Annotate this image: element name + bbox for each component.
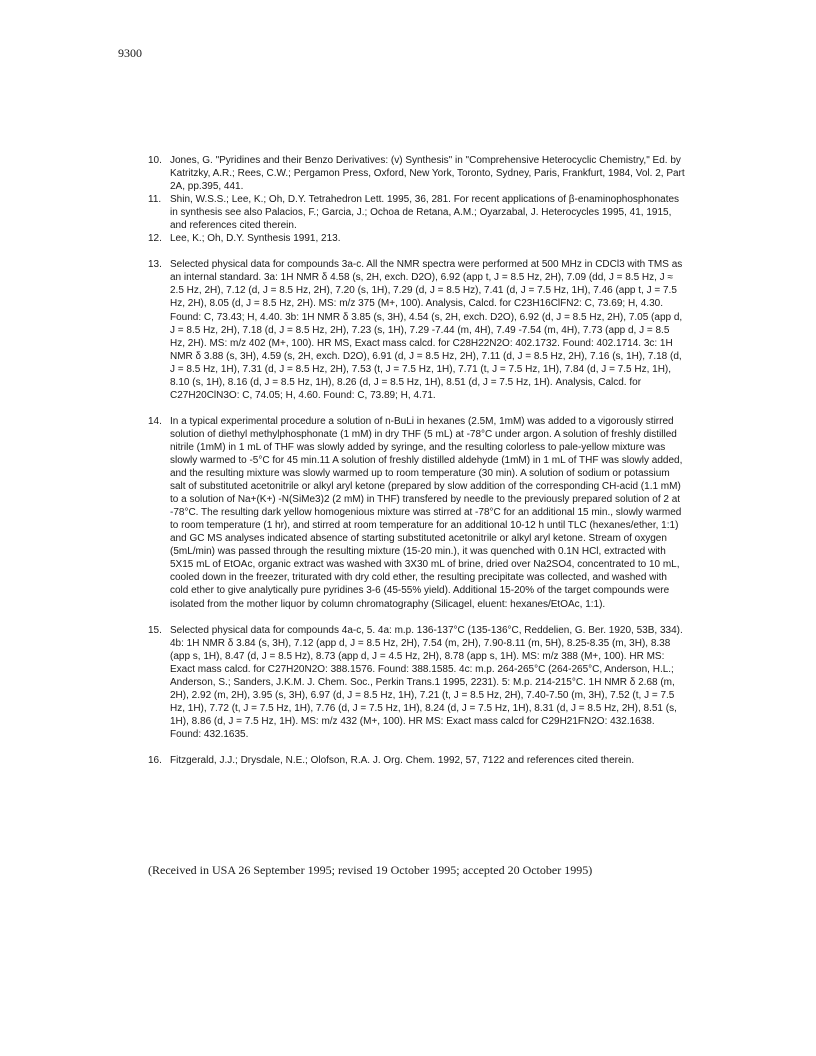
page-number: 9300 bbox=[118, 46, 142, 60]
reference-15 bbox=[148, 624, 686, 741]
reference-text: Selected physical data for compounds 3a-c. All the NMR spectra were performed at 500 MHz in CDCl3 with TMS as an internal standard. 3a: 1H NMR δ 4.58 (s, 2H, exch. D2O), 6.92 (app t, J = 8.5 Hz, 2H), 7.09 (dd, J = 8.5 Hz, J ≈ 2.5 Hz, 2H), 7.12 (d, J = 8.5 Hz, 2H), 7.20 (s, 1H), 7.29 (d, J = 8.5 Hz), 7.41 (d, J = 7.5 Hz, 1H), 7.46 (app t, J = 7.5 Hz, 2H), 8.05 (d, J = 8.5 Hz, 2H). MS: m/z 375 (M+, 100). Analysis, Calcd. for C23H16ClFN2: C, 73.69; H, 4.30. Found: C, 73.43; H, 4.40. 3b: 1H NMR δ 3.85 (s, 3H), 4.54 (s, 2H, exch. D2O), 6.92 (d, J = 8.5 Hz, 2H), 7.05 (app d, J = 8.5 Hz, 2H), 7.18 (d, J = 8.5 Hz, 2H), 7.23 (s, 1H), 7.29 -7.44 (m, 4H), 7.49 -7.54 (m, 4H), 7.73 (app d, J = 8.5 Hz, 2H). MS: m/z 402 (M+, 100). HR MS, Exact mass calcd. for C28H22N2O: 402.1732. Found: 402.1714. 3c: 1H NMR δ 3.88 (s, 3H), 4.59 (s, 2H, exch. D2O), 6.91 (d, J = 8.5 Hz, 2H), 7.11 (d, J = 8.5 Hz, 2H), 7.16 (s, 1H), 7.18 (d, J = 8.5 Hz, 1H), 7.31 (d, J = 8.5 Hz, 2H), 7.53 (t, J = 7.5 Hz, 1H), 7.71 (t, J = 7.5 Hz, 1H), 7.84 (d, J = 7.5 Hz, 1H), 8.10 (s, 1H), 8.16 (d, J = 8.5 Hz, 1H), 8.26 (d, J = 8.5 Hz, 1H), 8.51 (d, J = 7.5 Hz, 1H). Analysis, Calcd. for C27H20ClN3O: C, 74.05; H, 4.60. Found: C, 73.89; H, 4.71. bbox=[170, 259, 683, 401]
reference-text: Fitzgerald, J.J.; Drysdale, N.E.; Olofson, R.A. J. Org. Chem. 1992, 57, 7122 and references cited therein. bbox=[170, 754, 635, 766]
reference-text: Selected physical data for compounds 4a-c, 5. 4a: m.p. 136-137°C (135-136°C, Reddelien, G. Ber. 1920, 53B, 334). 4b: 1H NMR δ 3.84 (s, 3H), 7.12 (app d, J = 8.5 Hz, 2H), 7.54 (m, 2H), 7.90-8.11 (m, 5H), 8.25-8.35 (m, 3H), 8.38 (app s, 1H), 8.47 (d, J = 8.5 Hz), 8.73 (app d, J = 4.5 Hz, 2H), 8.78 (app s, 1H). MS: m/z 388 (M+, 100). HR MS: Exact mass calcd. for C27H20N2O: 388.1576. Found: 388.1585. 4c: m.p. 264-265°C (264-265°C, Anderson, H.L.; Anderson, S.; Sanders, J.K.M. J. Chem. Soc., Perkin Trans.1 1995, 2231). 5: M.p. 214-215°C. 1H NMR δ 2.68 (m, 2H), 2.92 (m, 2H), 3.95 (s, 3H), 6.97 (d, J = 8.5 Hz, 1H), 7.21 (t, J = 8.5 Hz, 2H), 7.40-7.50 (m, 3H), 7.52 (t, J = 7.5 Hz, 1H), 7.72 (t, J = 7.5 Hz, 1H), 7.76 (d, J = 7.5 Hz, 1H), 8.24 (d, J = 7.5 Hz, 1H), 8.31 (d, J = 8.5 Hz, 2H), 8.51 (s, 1H), 8.86 (d, J = 7.5 Hz, 1H). MS: m/z 432 (M+, 100). HR MS: Exact mass calcd for C29H21FN2O: 432.1638. Found: 432.1635. bbox=[170, 624, 683, 740]
reference-14 bbox=[148, 415, 686, 611]
reference-number: 13. bbox=[148, 259, 162, 271]
reference-number: 16. bbox=[148, 754, 162, 766]
reference-number: 12. bbox=[148, 233, 162, 245]
reference-number: 11. bbox=[148, 194, 162, 206]
reference-text: Jones, G. "Pyridines and their Benzo Derivatives: (v) Synthesis" in "Comprehensive Heterocyclic Chemistry," Ed. by Katritzky, A.R.; Rees, C.W.; Pergamon Press, Oxford, New York, Toronto, Sydney, Paris, Frankfurt, 1984, Vol. 2, Part 2A, pp.395, 441. bbox=[170, 155, 685, 193]
reference-number: 15. bbox=[148, 624, 162, 636]
reference-text: Lee, K.; Oh, D.Y. Synthesis 1991, 213. bbox=[170, 233, 341, 245]
reference-13 bbox=[148, 258, 686, 402]
reference-10 bbox=[148, 154, 686, 193]
reference-number: 10. bbox=[148, 155, 162, 166]
reference-text: In a typical experimental procedure a solution of n-BuLi in hexanes (2.5M, 1mM) was added to a vigorously stirred solution of diethyl methylphosphonate (1 mM) in dry THF (5 mL) at -78°C under argon. A solution of freshly distilled nitrile (1mM) in 1 mL of THF was slowly added by syringe, and the resulting colorless to pale-yellow mixture was slowly warmed to -5°C for 45 min.11 A solution of freshly distilled aldehyde (1mM) in 1 mL of THF was slowly added, and the resulting mixture was slowly warmed up to room temperature (30 min). A solution of sodium or potassium salt of substituted acetonitrile or alkyl aryl ketone (prepared by slow addition of the corresponding CH-acid (1.1 mM) to a solution of Na+(K+) -N(SiMe3)2 (2 mM) in THF) transfered by needle to the previously prepared solution of 2 at -78°C. The resulting dark yellow homogenious mixture was stirred at -78°C for an additional 15 min., slowly warmed to room temperature (1 hr), and stirred at room temperature for an additional 10-12 h until TLC (hexanes/ether, 1:1) and GC MS analyses indicated absence of starting substituted acetonitrile or alkyl aryl ketone. Stream of oxygen (5mL/min) was passed through the resulting mixture (15-20 min.), it was quenched with 0.1N HCl, extracted with 5X15 mL of EtOAc, organic extract was washed with 3X30 mL of brine, dried over Na2SO4, concentrated to 10 mL, cooled down in the freezer, triturated with dry cold ether, the resulting precipitate was collected, and washed with cold ether to give analytically pure pyridines 3-6 (45-55% yield). Additional 15-20% of the target compounds were isolated from the mother liquor by column chromatography (Silicagel, eluent: hexanes/EtOAc, 1:1). bbox=[170, 415, 683, 610]
reference-12 bbox=[148, 232, 686, 245]
reference-11 bbox=[148, 193, 686, 232]
reference-text: Shin, W.S.S.; Lee, K.; Oh, D.Y. Tetrahedron Lett. 1995, 36, 281. For recent applications of β-enaminophosphonates in synthesis see also Palacios, F.; Garcia, J.; Ochoa de Retana, A.M.; Oyarzabal, J. Heterocycles 1995, 41, 1915, and references cited therein. bbox=[170, 194, 680, 232]
reference-number: 14. bbox=[148, 415, 162, 427]
reference-list bbox=[148, 154, 686, 767]
received-dates-footer: (Received in USA 26 September 1995; revised 19 October 1995; accepted 20 October 1995) bbox=[148, 863, 593, 877]
reference-16 bbox=[148, 754, 686, 767]
